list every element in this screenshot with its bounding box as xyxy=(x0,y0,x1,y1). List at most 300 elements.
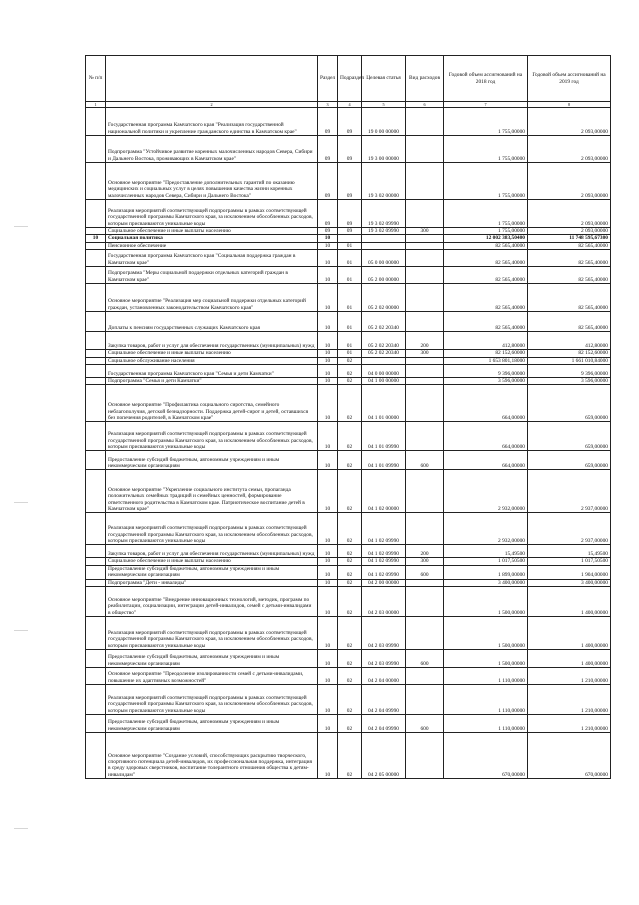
row-allocation-2019: 659,00000 xyxy=(528,385,611,422)
row-name: Предоставление субсидий бюджетным, автономным учреждениям и иным некоммерческим организациям xyxy=(106,451,318,470)
row-target-article: 04 0 00 00000 xyxy=(362,365,406,378)
row-number xyxy=(86,513,106,545)
row-number xyxy=(86,250,106,267)
row-subsection: 02 xyxy=(338,579,362,586)
row-subsection: 02 xyxy=(338,733,362,779)
row-number xyxy=(86,267,106,284)
row-allocation-2019: 1 400,00000 xyxy=(528,617,611,650)
table-row xyxy=(86,422,611,451)
row-allocation-2019: 1 661 010,84000 xyxy=(528,357,611,364)
row-name: Подпрограмма "Меры социальной поддержки отдельных категорий граждан в Камчатском крае" xyxy=(106,267,318,284)
header-allocation-2019: Годовой объем ассигнований на 2019 год xyxy=(528,56,611,102)
row-allocation-2018: 1 755,00000 xyxy=(444,108,528,136)
row-expense-type xyxy=(406,668,444,685)
row-subsection: 09 xyxy=(338,200,362,228)
row-allocation-2018: 1 500,00000 xyxy=(444,587,528,617)
table-row xyxy=(86,200,611,228)
table-row xyxy=(86,242,611,249)
row-subsection: 02 xyxy=(338,558,362,565)
row-subsection: 02 xyxy=(338,513,362,545)
header-expense-type: Вид расходов xyxy=(406,56,444,102)
header-section: Раздел xyxy=(318,56,338,102)
row-allocation-2018: 2 932,00000 xyxy=(444,513,528,545)
row-target-article: 19 3 02 00000 xyxy=(362,163,406,200)
row-section: 10 xyxy=(318,715,338,733)
row-expense-type: 600 xyxy=(406,715,444,733)
row-number: 10 xyxy=(86,235,106,242)
row-allocation-2019: 15,49500 xyxy=(528,545,611,558)
table-row xyxy=(86,715,611,733)
row-allocation-2018: 15,49500 xyxy=(444,545,528,558)
row-number xyxy=(86,558,106,565)
row-expense-type xyxy=(406,235,444,242)
row-section: 10 xyxy=(318,385,338,422)
table-row xyxy=(86,235,611,242)
row-allocation-2019: 82 565,40000 xyxy=(528,312,611,332)
row-name: Социальное обеспечение и иные выплаты населению xyxy=(106,558,318,565)
row-section: 10 xyxy=(318,235,338,242)
row-allocation-2018: 1 755,00000 xyxy=(444,200,528,228)
row-expense-type xyxy=(406,733,444,779)
row-allocation-2019: 9 396,00000 xyxy=(528,365,611,378)
row-section: 10 xyxy=(318,250,338,267)
table-row xyxy=(86,365,611,378)
row-subsection: 02 xyxy=(338,650,362,668)
row-allocation-2018: 82 565,40000 xyxy=(444,242,528,249)
row-allocation-2018: 1 110,00000 xyxy=(444,685,528,715)
row-subsection: 02 xyxy=(338,715,362,733)
row-name: Доплаты к пенсиям государственных служащих Камчатского края xyxy=(106,312,318,332)
row-section: 10 xyxy=(318,312,338,332)
row-subsection: 01 xyxy=(338,242,362,249)
row-target-article: 04 1 00 00000 xyxy=(362,378,406,385)
row-target-article: 19 3 02 09990 xyxy=(362,200,406,228)
row-allocation-2019: 82 565,40000 xyxy=(528,284,611,312)
scan-margin-mark xyxy=(14,226,28,227)
budget-allocation-table xyxy=(85,55,611,779)
row-number xyxy=(86,451,106,470)
row-number xyxy=(86,733,106,779)
row-expense-type xyxy=(406,587,444,617)
row-number xyxy=(86,365,106,378)
row-allocation-2018: 3 400,00000 xyxy=(444,579,528,586)
row-name: Реализация мероприятий соответствующей подпрограммы в рамках соответствующей государственной программы Камчатского края, за исключением обособленных расходов, которым присваиваются уникальные коды xyxy=(106,513,318,545)
column-number: 6 xyxy=(406,102,444,108)
row-expense-type xyxy=(406,357,444,364)
row-number xyxy=(86,470,106,513)
row-subsection: 02 xyxy=(338,385,362,422)
row-number xyxy=(86,587,106,617)
column-number: 1 xyxy=(86,102,106,108)
row-section: 10 xyxy=(318,558,338,565)
row-target-article: 04 1 01 09990 xyxy=(362,422,406,451)
table-row xyxy=(86,163,611,200)
column-number: 5 xyxy=(362,102,406,108)
row-number xyxy=(86,332,106,350)
row-target-article: 05 2 00 00000 xyxy=(362,267,406,284)
row-allocation-2018: 1 110,00000 xyxy=(444,715,528,733)
row-subsection: 02 xyxy=(338,451,362,470)
row-target-article: 04 1 02 09990 xyxy=(362,513,406,545)
row-section: 10 xyxy=(318,365,338,378)
row-allocation-2019: 1 400,00000 xyxy=(528,587,611,617)
row-number xyxy=(86,284,106,312)
row-name: Реализация мероприятий соответствующей подпрограммы в рамках соответствующей государственной программы Камчатского края, за исключением обособленных расходов, которым присваиваются уникальные коды xyxy=(106,200,318,228)
row-allocation-2019: 2 093,00000 xyxy=(528,163,611,200)
row-subsection: 01 xyxy=(338,312,362,332)
row-allocation-2018: 1 017,50500 xyxy=(444,558,528,565)
row-section: 09 xyxy=(318,136,338,163)
row-section: 10 xyxy=(318,565,338,579)
row-allocation-2019: 2 937,00000 xyxy=(528,513,611,545)
row-name: Закупка товаров, работ и услуг для обеспечения государственных (муниципальных) нужд xyxy=(106,332,318,350)
row-target-article: 04 2 03 09990 xyxy=(362,617,406,650)
row-expense-type: 300 xyxy=(406,558,444,565)
row-section: 10 xyxy=(318,685,338,715)
row-subsection: 02 xyxy=(338,545,362,558)
row-expense-type xyxy=(406,108,444,136)
row-expense-type xyxy=(406,422,444,451)
row-allocation-2018: 670,00000 xyxy=(444,733,528,779)
row-allocation-2019: 2 937,00000 xyxy=(528,470,611,513)
row-number xyxy=(86,617,106,650)
row-subsection: 02 xyxy=(338,617,362,650)
row-expense-type xyxy=(406,378,444,385)
row-target-article: 04 1 02 09990 xyxy=(362,565,406,579)
row-name: Подпрограмма "Дети - инвалиды" xyxy=(106,579,318,586)
row-expense-type xyxy=(406,284,444,312)
row-target-article: 05 2 02 20340 xyxy=(362,350,406,357)
row-allocation-2019: 2 093,00000 xyxy=(528,228,611,235)
table-row xyxy=(86,565,611,579)
row-section: 10 xyxy=(318,350,338,357)
table-row xyxy=(86,587,611,617)
row-section: 09 xyxy=(318,228,338,235)
row-allocation-2019: 1 400,00000 xyxy=(528,650,611,668)
row-expense-type xyxy=(406,513,444,545)
row-section: 10 xyxy=(318,267,338,284)
scan-margin-mark xyxy=(14,502,28,503)
row-allocation-2018: 1 653 801,18000 xyxy=(444,357,528,364)
row-allocation-2019: 1 210,00000 xyxy=(528,668,611,685)
row-number xyxy=(86,685,106,715)
row-number xyxy=(86,200,106,228)
row-allocation-2018: 1 755,00000 xyxy=(444,228,528,235)
row-target-article xyxy=(362,357,406,364)
row-section: 10 xyxy=(318,242,338,249)
row-subsection: 01 xyxy=(338,267,362,284)
row-target-article: 04 2 04 00000 xyxy=(362,668,406,685)
row-subsection: 09 xyxy=(338,136,362,163)
row-expense-type xyxy=(406,365,444,378)
row-name: Предоставление субсидий бюджетным, автономным учреждениям и иным некоммерческим организациям xyxy=(106,715,318,733)
row-allocation-2019: 2 093,00000 xyxy=(528,200,611,228)
row-subsection: 01 xyxy=(338,250,362,267)
row-expense-type: 200 xyxy=(406,545,444,558)
table-row xyxy=(86,228,611,235)
table-row xyxy=(86,668,611,685)
column-number: 7 xyxy=(444,102,528,108)
table-row xyxy=(86,312,611,332)
row-allocation-2018: 12 002 383,50400 xyxy=(444,235,528,242)
row-section: 10 xyxy=(318,587,338,617)
table-row xyxy=(86,451,611,470)
row-allocation-2018: 82 565,40000 xyxy=(444,284,528,312)
row-allocation-2018: 412,80000 xyxy=(444,332,528,350)
table-row xyxy=(86,685,611,715)
row-allocation-2018: 82 565,40000 xyxy=(444,267,528,284)
row-number xyxy=(86,422,106,451)
row-target-article: 04 2 00 00000 xyxy=(362,579,406,586)
row-target-article: 04 1 01 00000 xyxy=(362,385,406,422)
row-section: 10 xyxy=(318,284,338,312)
row-number xyxy=(86,668,106,685)
row-name: Предоставление субсидий бюджетным, автономным учреждениям и иным некоммерческим организациям xyxy=(106,565,318,579)
table-row xyxy=(86,250,611,267)
row-allocation-2019: 82 565,40000 xyxy=(528,267,611,284)
row-section: 10 xyxy=(318,579,338,586)
row-allocation-2018: 1 899,00000 xyxy=(444,565,528,579)
table-body xyxy=(86,108,611,779)
row-section: 10 xyxy=(318,650,338,668)
row-allocation-2018: 1 500,00000 xyxy=(444,617,528,650)
row-expense-type: 600 xyxy=(406,565,444,579)
table-row xyxy=(86,136,611,163)
row-subsection xyxy=(338,235,362,242)
row-allocation-2018: 82 565,40000 xyxy=(444,312,528,332)
row-section: 10 xyxy=(318,422,338,451)
row-name: Социальное обеспечение и иные выплаты населению xyxy=(106,350,318,357)
table-row xyxy=(86,267,611,284)
row-number xyxy=(86,579,106,586)
column-number: 2 xyxy=(106,102,318,108)
row-expense-type: 600 xyxy=(406,451,444,470)
row-name: Реализация мероприятий соответствующей подпрограммы в рамках соответствующей государственной программы Камчатского края, за исключением обособленных расходов, которым присваиваются уникальные коды xyxy=(106,422,318,451)
header-target-article: Целевая статья xyxy=(362,56,406,102)
table-row xyxy=(86,108,611,136)
row-expense-type xyxy=(406,312,444,332)
row-target-article: 04 2 03 00000 xyxy=(362,587,406,617)
row-target-article: 04 2 04 09990 xyxy=(362,715,406,733)
row-allocation-2018: 82 152,60000 xyxy=(444,350,528,357)
row-name: Подпрограмма "Устойчивое развитие коренных малочисленных народов Севера, Сибири и Дальнего Востока, проживающих в Камчатском крае" xyxy=(106,136,318,163)
row-section: 10 xyxy=(318,668,338,685)
row-name: Реализация мероприятий соответствующей подпрограммы в рамках соответствующей государственной программы Камчатского края, за исключением обособленных расходов, которым присваиваются уникальные коды xyxy=(106,685,318,715)
table-row xyxy=(86,470,611,513)
row-allocation-2018: 1 500,00000 xyxy=(444,650,528,668)
row-number xyxy=(86,378,106,385)
row-allocation-2018: 1 755,00000 xyxy=(444,136,528,163)
row-expense-type xyxy=(406,250,444,267)
row-name: Основное мероприятие "Предоставление дополнительных гарантий по оказанию медицинских и социальных услуг в целях повышения качества жизни коренных малочисленных народов Севера, Сибири и Дальнего Востока" xyxy=(106,163,318,200)
column-number: 8 xyxy=(528,102,611,108)
row-allocation-2019: 2 093,00000 xyxy=(528,108,611,136)
row-name: Подпрограмма "Семья и дети Камчатки" xyxy=(106,378,318,385)
row-allocation-2018: 664,00000 xyxy=(444,422,528,451)
row-section: 10 xyxy=(318,470,338,513)
row-subsection: 02 xyxy=(338,470,362,513)
row-subsection: 02 xyxy=(338,587,362,617)
column-number: 3 xyxy=(318,102,338,108)
table-row xyxy=(86,385,611,422)
table-row xyxy=(86,284,611,312)
table-row xyxy=(86,357,611,364)
row-subsection: 02 xyxy=(338,685,362,715)
row-expense-type xyxy=(406,685,444,715)
row-number xyxy=(86,242,106,249)
row-target-article: 04 2 05 00000 xyxy=(362,733,406,779)
row-allocation-2019: 659,00000 xyxy=(528,422,611,451)
row-expense-type xyxy=(406,163,444,200)
table-row xyxy=(86,545,611,558)
row-expense-type: 600 xyxy=(406,650,444,668)
row-allocation-2019: 82 565,40000 xyxy=(528,242,611,249)
row-subsection: 02 xyxy=(338,668,362,685)
row-subsection: 02 xyxy=(338,365,362,378)
row-number xyxy=(86,545,106,558)
row-target-article: 19 3 00 00000 xyxy=(362,136,406,163)
row-target-article: 04 1 02 09990 xyxy=(362,558,406,565)
row-target-article: 05 2 02 20340 xyxy=(362,312,406,332)
table-row xyxy=(86,558,611,565)
row-expense-type xyxy=(406,385,444,422)
row-expense-type: 300 xyxy=(406,228,444,235)
table-row xyxy=(86,579,611,586)
row-name: Социальное обеспечение и иные выплаты населению xyxy=(106,228,318,235)
row-number xyxy=(86,312,106,332)
row-subsection: 01 xyxy=(338,284,362,312)
row-name: Социальное обслуживание населения xyxy=(106,357,318,364)
row-allocation-2019: 3 400,00000 xyxy=(528,579,611,586)
table-row xyxy=(86,332,611,350)
row-allocation-2018: 9 396,00000 xyxy=(444,365,528,378)
row-subsection: 02 xyxy=(338,357,362,364)
header-subsection: Подраздел xyxy=(338,56,362,102)
row-section: 10 xyxy=(318,332,338,350)
row-name: Основное мероприятие "Создание условий, способствующих раскрытию творческого, спортивного потенциала детей-инвалидов, их профессиональная поддержка, интеграция в среду здоровых сверстников, воспитание толерантного отношения общества к детям-инвалидам" xyxy=(106,733,318,779)
row-section: 10 xyxy=(318,545,338,558)
row-subsection: 01 xyxy=(338,332,362,350)
row-section: 10 xyxy=(318,617,338,650)
row-allocation-2018: 1 110,00000 xyxy=(444,668,528,685)
row-subsection: 01 xyxy=(338,350,362,357)
budget-table-sheet xyxy=(85,55,610,779)
row-target-article: 04 1 02 09990 xyxy=(362,545,406,558)
row-expense-type xyxy=(406,617,444,650)
row-name: Предоставление субсидий бюджетным, автономным учреждениям и иным некоммерческим организациям xyxy=(106,650,318,668)
table-row xyxy=(86,617,611,650)
row-allocation-2019: 412,80000 xyxy=(528,332,611,350)
row-allocation-2019: 1 017,50500 xyxy=(528,558,611,565)
row-allocation-2019: 2 093,00000 xyxy=(528,136,611,163)
row-target-article xyxy=(362,242,406,249)
row-allocation-2019: 1 210,00000 xyxy=(528,715,611,733)
row-name: Государственная программа Камчатского края "Социальная поддержка граждан в Камчатском крае" xyxy=(106,250,318,267)
row-section: 09 xyxy=(318,163,338,200)
row-allocation-2018: 2 932,00000 xyxy=(444,470,528,513)
row-number xyxy=(86,357,106,364)
row-section: 10 xyxy=(318,451,338,470)
row-target-article: 05 0 00 00000 xyxy=(362,250,406,267)
row-number xyxy=(86,228,106,235)
row-allocation-2019: 659,00000 xyxy=(528,451,611,470)
row-target-article: 04 1 01 09990 xyxy=(362,451,406,470)
row-name: Пенсионное обеспечение xyxy=(106,242,318,249)
row-number xyxy=(86,350,106,357)
row-name: Основное мероприятие "Профилактика социального сиротства, семейного неблагополучия, детской безнадзорности. Поддержка детей-сирот и детей, оставшихся без попечения родителей, в Камчатском крае" xyxy=(106,385,318,422)
row-section: 10 xyxy=(318,378,338,385)
row-name: Основное мероприятие "Внедрение инновационных технологий, методик, программ по реабилитации, социализации, интеграции детей-инвалидов, семей с детьми-инвалидами в общество" xyxy=(106,587,318,617)
row-target-article: 19 0 00 00000 xyxy=(362,108,406,136)
row-subsection: 02 xyxy=(338,422,362,451)
row-name: Государственная программа Камчатского края "Семья и дети Камчатки" xyxy=(106,365,318,378)
row-allocation-2019: 82 152,60000 xyxy=(528,350,611,357)
row-expense-type xyxy=(406,579,444,586)
row-name: Основное мероприятие "Преодоление изолированности семей с детьми-инвалидами, повышение их адаптивных возможностей" xyxy=(106,668,318,685)
header-allocation-2018: Годовой объем ассигнований на 2018 год xyxy=(444,56,528,102)
row-name: Реализация мероприятий соответствующей подпрограммы в рамках соответствующей государственной программы Камчатского края, за исключением обособленных расходов, которым присваиваются уникальные коды xyxy=(106,617,318,650)
row-target-article: 04 2 03 09990 xyxy=(362,650,406,668)
row-section: 09 xyxy=(318,200,338,228)
row-allocation-2018: 1 755,00000 xyxy=(444,163,528,200)
row-number xyxy=(86,163,106,200)
row-subsection: 02 xyxy=(338,565,362,579)
row-expense-type xyxy=(406,200,444,228)
column-number: 4 xyxy=(338,102,362,108)
row-section: 10 xyxy=(318,513,338,545)
row-allocation-2018: 664,00000 xyxy=(444,451,528,470)
row-subsection: 09 xyxy=(338,108,362,136)
row-number xyxy=(86,385,106,422)
row-target-article xyxy=(362,235,406,242)
table-row xyxy=(86,513,611,545)
row-allocation-2018: 3 596,00000 xyxy=(444,378,528,385)
row-name: Социальная политика xyxy=(106,235,318,242)
scan-margin-mark xyxy=(14,630,28,631)
row-number xyxy=(86,565,106,579)
table-row xyxy=(86,733,611,779)
row-allocation-2018: 664,00000 xyxy=(444,385,528,422)
row-number xyxy=(86,715,106,733)
header-name xyxy=(106,56,318,102)
row-number xyxy=(86,108,106,136)
header-number: № п/п xyxy=(86,56,106,102)
scan-margin-mark xyxy=(14,828,28,829)
row-expense-type: 300 xyxy=(406,350,444,357)
table-row xyxy=(86,378,611,385)
row-name: Основное мероприятие "Реализация мер социальной поддержки отдельных категорий граждан, установленных законодательством Камчатского края" xyxy=(106,284,318,312)
row-number xyxy=(86,650,106,668)
row-target-article: 04 2 04 09990 xyxy=(362,685,406,715)
row-section: 10 xyxy=(318,357,338,364)
row-expense-type xyxy=(406,242,444,249)
table-row xyxy=(86,350,611,357)
row-name: Основное мероприятие "Укрепление социального института семьи, пропаганда положительных семейных традиций и семейных ценностей, формирование ответственного родительства в Камчатском крае. Патриотическое воспитание детей в Камчатском крае" xyxy=(106,470,318,513)
row-allocation-2019: 1 210,00000 xyxy=(528,685,611,715)
table-header-row xyxy=(86,56,611,102)
row-subsection: 02 xyxy=(338,378,362,385)
row-expense-type: 200 xyxy=(406,332,444,350)
row-section: 10 xyxy=(318,733,338,779)
row-allocation-2019: 3 596,00000 xyxy=(528,378,611,385)
row-subsection: 09 xyxy=(338,163,362,200)
row-expense-type xyxy=(406,470,444,513)
row-subsection: 09 xyxy=(338,228,362,235)
row-target-article: 05 2 02 20340 xyxy=(362,332,406,350)
row-expense-type xyxy=(406,267,444,284)
row-name: Закупка товаров, работ и услуг для обеспечения государственных (муниципальных) нужд xyxy=(106,545,318,558)
row-target-article: 19 3 02 09990 xyxy=(362,228,406,235)
